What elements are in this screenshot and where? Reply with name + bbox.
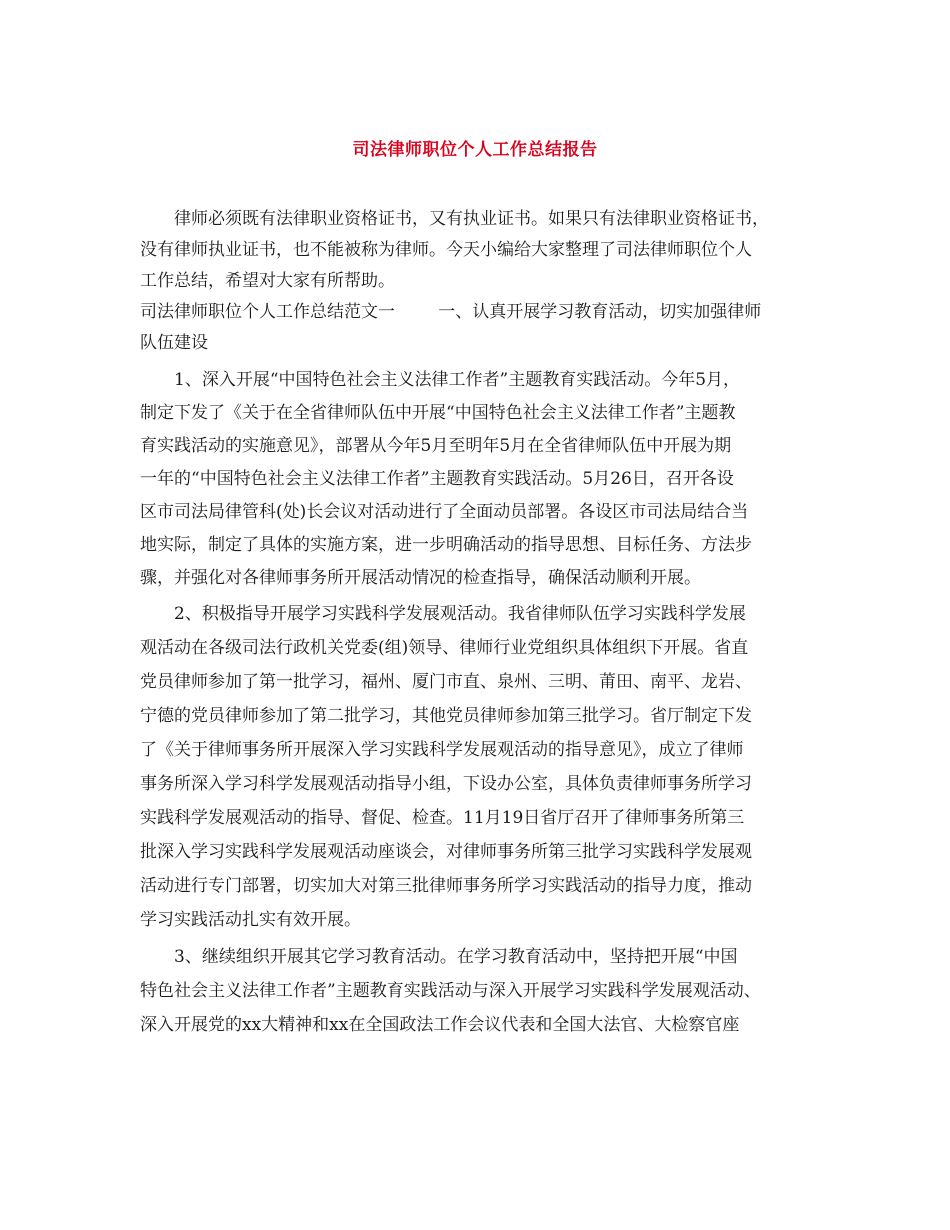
paragraph-line: 了《关于律师事务所开展深入学习实践科学发展观活动的指导意见》，成立了律师	[140, 740, 744, 760]
paragraph-line: 没有律师执业证书，也不能被称为律师。今天小编给大家整理了司法律师职位个人	[140, 240, 752, 260]
paragraph-line: 事务所深入学习科学发展观活动指导小组，下设办公室，具体负责律师事务所学习	[140, 774, 752, 794]
section-heading-line: 司法律师职位个人工作总结范文一 一、认真开展学习教育活动，切实加强律师	[140, 302, 762, 322]
paragraph-line: 1、深入开展“中国特色社会主义法律工作者”主题教育实践活动。今年5月，	[174, 370, 741, 390]
paragraph-line: 实践科学发展观活动的指导、督促、检查。11月19日省厅召开了律师事务所第三	[140, 808, 745, 828]
paragraph-line: 骤，并强化对各律师事务所开展活动情况的检查指导，确保活动顺利开展。	[140, 568, 701, 588]
section-heading-line: 队伍建设	[140, 333, 208, 353]
paragraph-line: 宁德的党员律师参加了第二批学习，其他党员律师参加第三批学习。省厅制定下发	[140, 706, 752, 726]
paragraph-line: 地实际，制定了具体的实施方案，进一步明确活动的指导思想、目标任务、方法步	[140, 535, 752, 555]
paragraph-line: 工作总结，希望对大家有所帮助。	[140, 271, 395, 291]
paragraph-line: 育实践活动的实施意见》，部署从今年5月至明年5月在全省律师队伍中开展为期	[140, 436, 732, 456]
paragraph-line: 批深入学习实践科学发展观活动座谈会，对律师事务所第三批学习实践科学发展观	[140, 842, 752, 862]
paragraph-line: 学习实践活动扎实有效开展。	[140, 910, 361, 930]
paragraph-line: 2、积极指导开展学习实践科学发展观活动。我省律师队伍学习实践科学发展	[174, 604, 746, 624]
paragraph-line: 观活动在各级司法行政机关党委(组)领导、律师行业党组织具体组织下开展。省直	[140, 638, 749, 658]
paragraph-line: 党员律师参加了第一批学习，福州、厦门市直、泉州、三明、莆田、南平、龙岩、	[140, 672, 752, 692]
paragraph-line: 区市司法局律管科(处)长会议对活动进行了全面动员部署。各设区市司法局结合当	[140, 502, 749, 522]
document-body	[140, 204, 816, 1041]
paragraph-line: 活动进行专门部署，切实加大对第三批律师事务所学习实践活动的指导力度，推动	[140, 876, 752, 896]
paragraph-line: 特色社会主义法律工作者”主题教育实践活动与深入开展学习实践科学发展观活动、	[140, 981, 761, 1001]
paragraph-line: 3、继续组织开展其它学习教育活动。在学习教育活动中，坚持把开展“中国	[174, 947, 738, 967]
paragraph-line: 一年的“中国特色社会主义法律工作者”主题教育实践活动。5月26日，召开各设	[140, 469, 734, 489]
paragraph-line: 制定下发了《关于在全省律师队伍中开展“中国特色社会主义法律工作者”主题教	[140, 403, 736, 423]
document-title: 司法律师职位个人工作总结报告	[352, 140, 598, 160]
paragraph-line: 深入开展党的xx大精神和xx在全国政法工作会议代表和全国大法官、大检察官座	[140, 1015, 740, 1035]
paragraph-line: 律师必须既有法律职业资格证书，又有执业证书。如果只有法律职业资格证书，	[174, 209, 769, 229]
